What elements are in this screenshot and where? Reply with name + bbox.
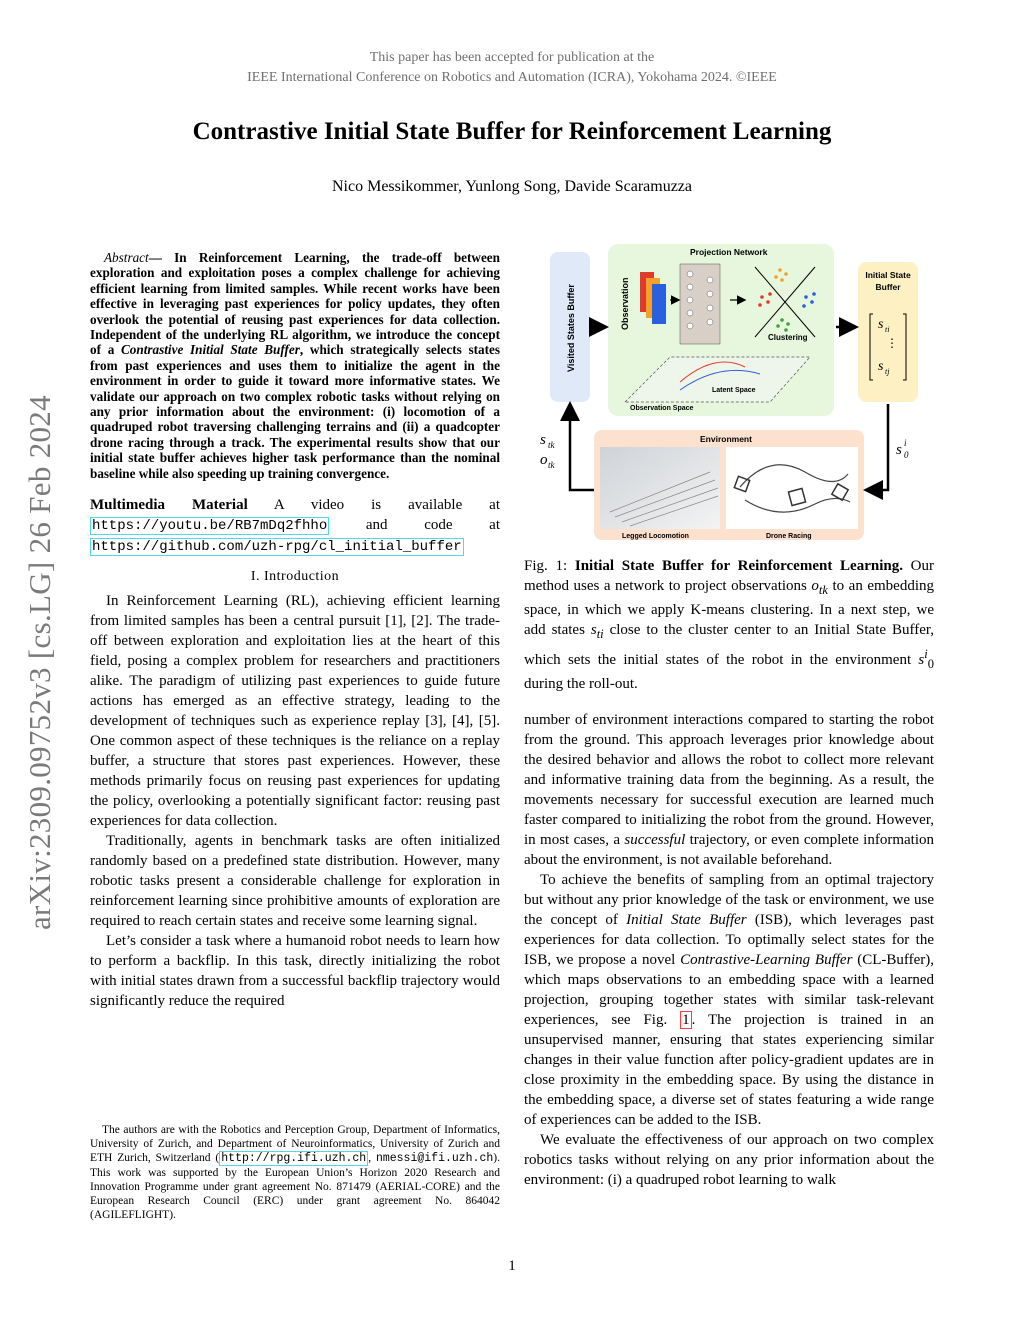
latent-space-label: Latent Space [712,387,756,394]
caption-s-sub: ti [596,627,604,641]
caption-text-1: Our method uses a network to project observations [524,558,935,594]
legged-locomotion-label: Legged Locomotion [622,533,689,540]
observation-label: Observation [620,277,630,330]
isb-label-2: Buffer [875,282,901,292]
caption-text-4: during the roll-out. [524,676,638,692]
observation-space-label: Observation Space [630,405,694,412]
right-p2b: (ISB), which leverages past experiences for data collection. To optimally select states for the ISB, we propose a novel [524,912,934,968]
intro-paragraph-1: In Reinforcement Learning (RL), achieving efficient learning from limited samples has been a central pursuit [1], [2]. The trade-off between exploration and exploitation lies at the heart of this field, posing a complex problem for researchers and practitioners alike. The paradigm of utilizing past experiences to guide future actions has emerged as an effective strategy, leading to the development of techniques such as experience replay [3], [4], [5]. One common aspect of these techniques is the reliance on a replay buffer, a structure that stores past experiences. However, these methods primarily focus on reusing past experiences for updating the policy, overlooking a potentially significant factor: reusing past experiences for data collection. [90,593,500,830]
publication-notice [0,48,1024,88]
right-p2a: To achieve the benefits of sampling from an optimal trajectory but without any prior knowledge of the task or environment, we use the concept of [524,872,934,928]
clustering-label: Clustering [768,333,808,342]
caption-s0: s [918,652,925,668]
footnote-text-2: , [368,1152,376,1164]
right-column-body [524,710,934,1190]
footnote-text-3: ). This work was supported by the European Union’s Horizon 2020 Research and Innovation Programme under grant agreement No. 871479 (AERIAL-CORE) and the European Research Council (ERC) under grant agreement No. 864042 (AGILEFLIGHT). [90,1152,500,1221]
right-p1-text: number of environment interactions compared to starting the robot from the ground. This approach leverages prior knowledge about the desired behavior and allows the robot to collect more relevant and informative training data from the beginning. As a result, the movements necessary for successful execution are learned much faster compared to initializing the robot from the ground. However, in most cases, a [524,712,934,848]
arxiv-stamp: arXiv:2309.09752v3 [cs.LG] 26 Feb 2024 [22,395,57,930]
rpg-link[interactable]: http://rpg.ifi.uzh.ch [221,1152,367,1165]
left-column [90,250,500,1011]
notice-line-1: This paper has been accepted for publication at the [369,50,655,65]
right-p2-em2: Contrastive-Learning Buffer [680,952,853,968]
author-email: nmessi@ifi.uzh.ch [375,1152,494,1165]
obs-label-sub: tk [548,460,555,470]
multimedia-label: Multimedia Material [90,497,248,514]
author-footnote [90,1123,500,1222]
right-p2c: (CL-Buffer), which maps observations to an embedding space with a learned projection, grouping together states with similar task-relevant experiences, see Fig. [524,952,935,1028]
isb-state-i: s [878,317,884,332]
drone-racing-label: Drone Racing [766,533,812,540]
caption-s0-sup: i [924,647,928,661]
caption-o-sub: tk [818,583,828,597]
state-label-sub: tk [548,440,555,450]
right-p2-em1: Initial State Buffer [626,912,747,928]
abstract-text-2: , which strategically selects states from past experiences and uses them to initialize the agent in the environment in order to guide it toward more informative states. We validate our approach on two complex robotic tasks without relying on any prior information about the environment: (i) locomotion of a quadruped robot traversing challenging terrains and (ii) a quadcopter drone racing through a track. The experimental results show that our initial state buffer achieves higher task performance than the nominal baseline while also speeding up training convergence. [90,342,500,481]
multimedia-text-2: and code at [329,517,500,534]
state-label: s [540,432,546,448]
obs-label: o [540,452,548,468]
right-paragraph-1 [524,710,934,870]
caption-title: Initial State Buffer for Reinforcement Learning. [574,558,903,574]
notice-line-2: IEEE International Conference on Robotics and Automation (ICRA), Yokohama 2024. ©IEEE [247,70,777,85]
paper-authors: Nico Messikommer, Yunlong Song, Davide Scaramuzza [331,178,693,195]
environment-label: Environment [700,434,752,444]
initial-state-sub: 0 [904,450,909,460]
right-p1-end: trajectory, or even complete information about the environment, is not available beforehand. [524,832,934,868]
isb-state-i-sub: ti [885,325,890,334]
code-link[interactable]: https://github.com/uzh-rpg/cl_initial_buffer [92,539,462,556]
right-p1-em: successful [624,832,686,848]
figure-1 [530,242,938,542]
right-p2d: . The projection is trained in an unsupervised manner, ensuring that states experiencing similar changes in their value function after policy-gradient updates are in close proximity in the embedding space. By using the distance in the embedding space, a diverse set of states featuring a wide range of experiences can be added to the ISB. [524,1012,934,1128]
caption-o: o [811,578,819,594]
visited-states-buffer-label: Visited States Buffer [566,284,576,372]
initial-state-sup: i [904,438,907,448]
isb-state-j-sub: tj [885,367,890,376]
page-number: 1 [508,1258,516,1274]
video-link[interactable]: https://youtu.be/RB7mDq2fhho [92,518,328,535]
isb-label-1: Initial State [865,270,911,280]
caption-text-2: to an embedding space, in which we apply K-means clustering. In a next step, we add states [524,578,934,638]
footnote-text-1: The authors are with the Robotics and Perception Group, Department of Informatics, University of Zurich, and Department of Neuroinformatics, University of Zurich and ETH Zurich, Switzerland ( [90,1124,500,1164]
legged-locomotion-image [600,447,720,529]
right-paragraph-3: We evaluate the effectiveness of our approach on two complex robotics tasks without relying on any prior information about the environment: (i) a quadruped robot learning to walk [524,1132,934,1188]
section-heading-introduction: I. Introduction [250,569,340,585]
paper-title: Contrastive Initial State Buffer for Reinforcement Learning [192,118,832,145]
projection-network-label: Projection Network [690,247,768,257]
isb-vdots: ⋮ [886,336,898,350]
caption-s0-sub: 0 [927,657,934,671]
multimedia-material [90,495,500,557]
figure-1-diagram [530,242,938,542]
intro-paragraph-2: Traditionally, agents in benchmark tasks are often initialized randomly based on a predefined state distribution. However, many robotic tasks present a considerable challenge for exploration in reinforcement learning since prohibitive amounts of exploration are required to reach certain states and receive some learning signal. [90,833,500,930]
initial-state-label: s [896,442,902,458]
abstract-term: Contrastive Initial State Buffer [121,342,300,358]
abstract [90,250,500,481]
isb-state-j: s [878,359,884,374]
right-paragraph-2 [524,870,934,1130]
figure-1-reference[interactable]: 1 [682,1012,690,1028]
caption-text-3: close to the cluster center to an Initial State Buffer, which sets the initial states of the robot in the environment [524,622,934,668]
figure-caption [524,556,934,694]
caption-s: s [590,622,597,638]
abstract-label: Abstract [104,250,149,265]
multimedia-text-1: A video is available at [247,497,501,514]
caption-label: Fig. 1: [524,558,568,574]
abstract-text: — In Reinforcement Learning, the trade-off between exploration and exploitation poses a complex challenge for achieving efficient learning from limited samples. While recent works have been effective in leveraging past experiences for policy updates, they often overlook the potential of reusing past experiences for data collection. Independent of the underlying RL algorithm, we introduce the concept of a [90,250,500,358]
intro-paragraph-3: Let’s consider a task where a humanoid robot needs to learn how to perform a backflip. In this task, directly initializing the robot with initial states drawn from a successful backflip trajectory would significantly reduce the required [90,933,500,1010]
drone-racing-image [726,447,858,529]
